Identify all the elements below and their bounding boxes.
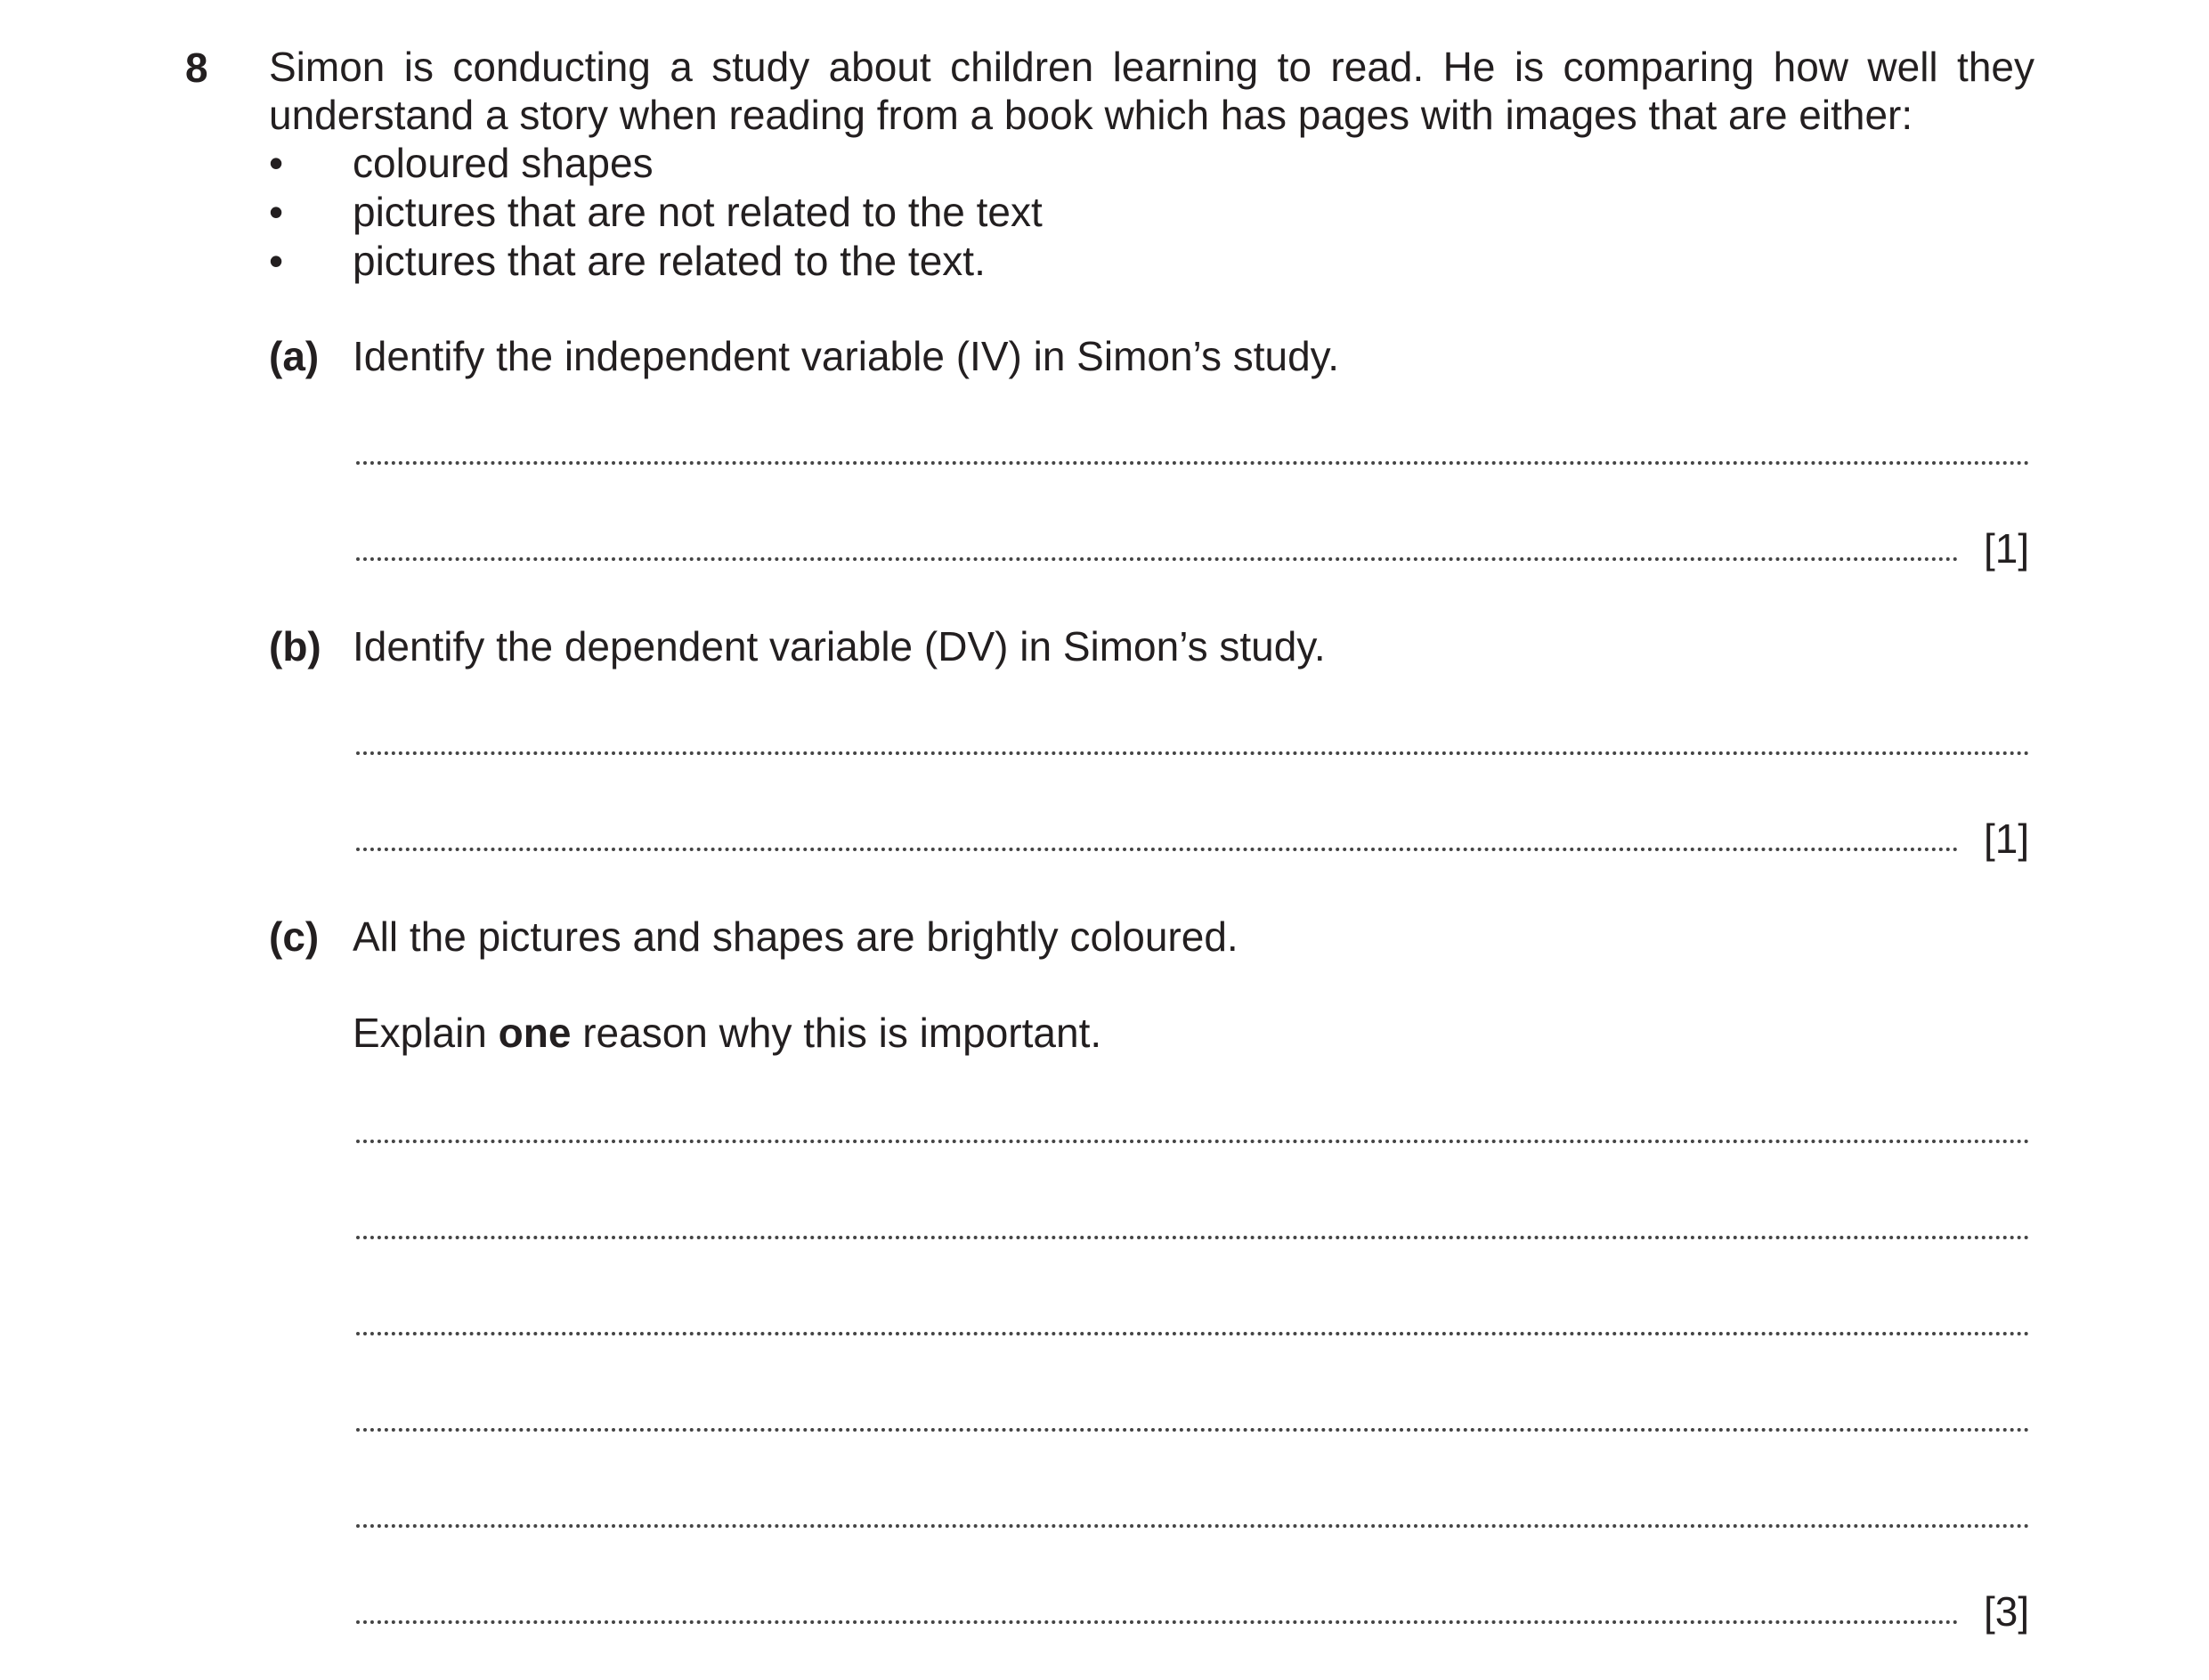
question-stem xyxy=(269,43,2034,139)
part-b-label: (b) xyxy=(269,623,321,670)
part-c-label: (c) xyxy=(269,913,320,960)
part-c-answer-line-5[interactable] xyxy=(356,1521,2030,1528)
bullet-icon: • xyxy=(269,140,284,186)
part-c-marks: [3] xyxy=(1984,1588,2030,1635)
part-c-answer-line-6[interactable] xyxy=(356,1617,1959,1624)
bullet-icon: • xyxy=(269,189,284,235)
part-b-text: Identify the dependent variable (DV) in Simon’s study. xyxy=(353,623,1326,670)
question-stem-line-2: understand a story when reading from a book which has pages with images that are either: xyxy=(269,92,1913,138)
part-b-answer-line-1[interactable] xyxy=(356,748,2030,755)
condition-list xyxy=(269,139,1043,286)
question-stem-line-1: Simon is conducting a study about children learning to read. He is comparing how well they xyxy=(269,44,2034,90)
part-c-answer-line-1[interactable] xyxy=(356,1136,2030,1143)
part-c-instruction-emphasis: one xyxy=(498,1010,572,1056)
condition-item xyxy=(269,139,1043,188)
part-c-answer-line-3[interactable] xyxy=(356,1328,2030,1335)
condition-text: pictures that are not related to the text xyxy=(353,189,1043,235)
part-a-answer-line-1[interactable] xyxy=(356,458,2030,465)
condition-text: coloured shapes xyxy=(353,140,654,186)
part-a-label: (a) xyxy=(269,333,320,379)
part-b-answer-line-2[interactable] xyxy=(356,844,1959,851)
part-a-marks: [1] xyxy=(1984,525,2030,572)
part-a-text: Identify the independent variable (IV) in Simon’s study. xyxy=(353,333,1340,379)
condition-item xyxy=(269,237,1043,286)
part-c-answer-line-4[interactable] xyxy=(356,1424,2030,1432)
part-c-answer-line-2[interactable] xyxy=(356,1232,2030,1239)
condition-text: pictures that are related to the text. xyxy=(353,238,986,284)
part-c-instruction-pre: Explain xyxy=(353,1010,499,1056)
bullet-icon: • xyxy=(269,238,284,284)
part-c-instruction xyxy=(353,1008,1101,1058)
part-c-instruction-post: reason why this is important. xyxy=(571,1010,1102,1056)
condition-item xyxy=(269,188,1043,237)
part-c-text: All the pictures and shapes are brightly coloured. xyxy=(353,913,1239,960)
question-number: 8 xyxy=(185,45,208,91)
part-b-marks: [1] xyxy=(1984,816,2030,862)
part-a-answer-line-2[interactable] xyxy=(356,554,1959,561)
